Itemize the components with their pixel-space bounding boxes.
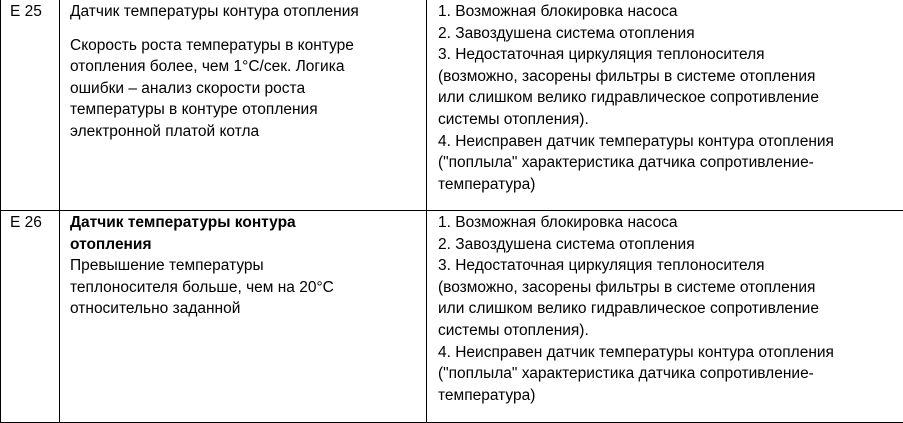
error-title: Датчик температуры контура отопления	[70, 1, 420, 23]
error-description-cell	[60, 211, 427, 423]
error-description-cell	[60, 0, 427, 211]
cause-line: 1. Возможная блокировка насоса	[438, 1, 899, 23]
error-causes	[427, 0, 903, 195]
description-line: Превышение температуры	[70, 255, 420, 277]
error-description	[70, 35, 420, 143]
cause-line: системы отопления).	[438, 109, 899, 131]
description-line: ошибки – анализ скорости роста	[70, 78, 420, 100]
cause-line: (возможно, засорены фильтры в системе отопления	[438, 66, 899, 88]
description-line: электронной платой котла	[70, 121, 420, 143]
error-title	[70, 212, 420, 255]
table-row-e26	[1, 211, 903, 423]
cause-line: 2. Завоздушена система отопления	[438, 23, 899, 45]
cause-line: 4. Неисправен датчик температуры контура отопления	[438, 342, 899, 364]
error-code: E 26	[1, 211, 59, 234]
cause-line: или слишком велико гидравлическое сопротивление	[438, 298, 899, 320]
error-causes-cell	[427, 211, 903, 423]
error-code: E 25	[1, 0, 59, 23]
error-causes	[427, 211, 903, 406]
description-line: относительно заданной	[70, 298, 420, 320]
table-row-e25	[1, 0, 903, 211]
cause-line: 2. Завоздушена система отопления	[438, 234, 899, 256]
title-line: отопления	[70, 234, 420, 256]
cause-line: ("поплыла" характеристика датчика сопротивление-	[438, 152, 899, 174]
description-line: теплоносителя больше, чем на 20°C	[70, 277, 420, 299]
error-causes-cell	[427, 0, 903, 211]
cause-line: температура)	[438, 385, 899, 407]
cause-line: температура)	[438, 174, 899, 196]
error-code-cell	[1, 0, 60, 211]
cause-line: (возможно, засорены фильтры в системе отопления	[438, 277, 899, 299]
cause-line: 1. Возможная блокировка насоса	[438, 212, 899, 234]
error-code-cell	[1, 211, 60, 423]
description-line: температуры в контуре отопления	[70, 99, 420, 121]
description-line: Скорость роста температуры в контуре	[70, 35, 420, 57]
cause-line: 3. Недостаточная циркуляция теплоносителя	[438, 44, 899, 66]
cause-line: системы отопления).	[438, 320, 899, 342]
cause-line: 3. Недостаточная циркуляция теплоносителя	[438, 255, 899, 277]
cause-line: 4. Неисправен датчик температуры контура отопления	[438, 131, 899, 153]
title-line: Датчик температуры контура	[70, 212, 420, 234]
cause-line: или слишком велико гидравлическое сопротивление	[438, 87, 899, 109]
cause-line: ("поплыла" характеристика датчика сопротивление-	[438, 363, 899, 385]
error-description	[70, 255, 420, 320]
description-line: отопления более, чем 1°C/сек. Логика	[70, 56, 420, 78]
